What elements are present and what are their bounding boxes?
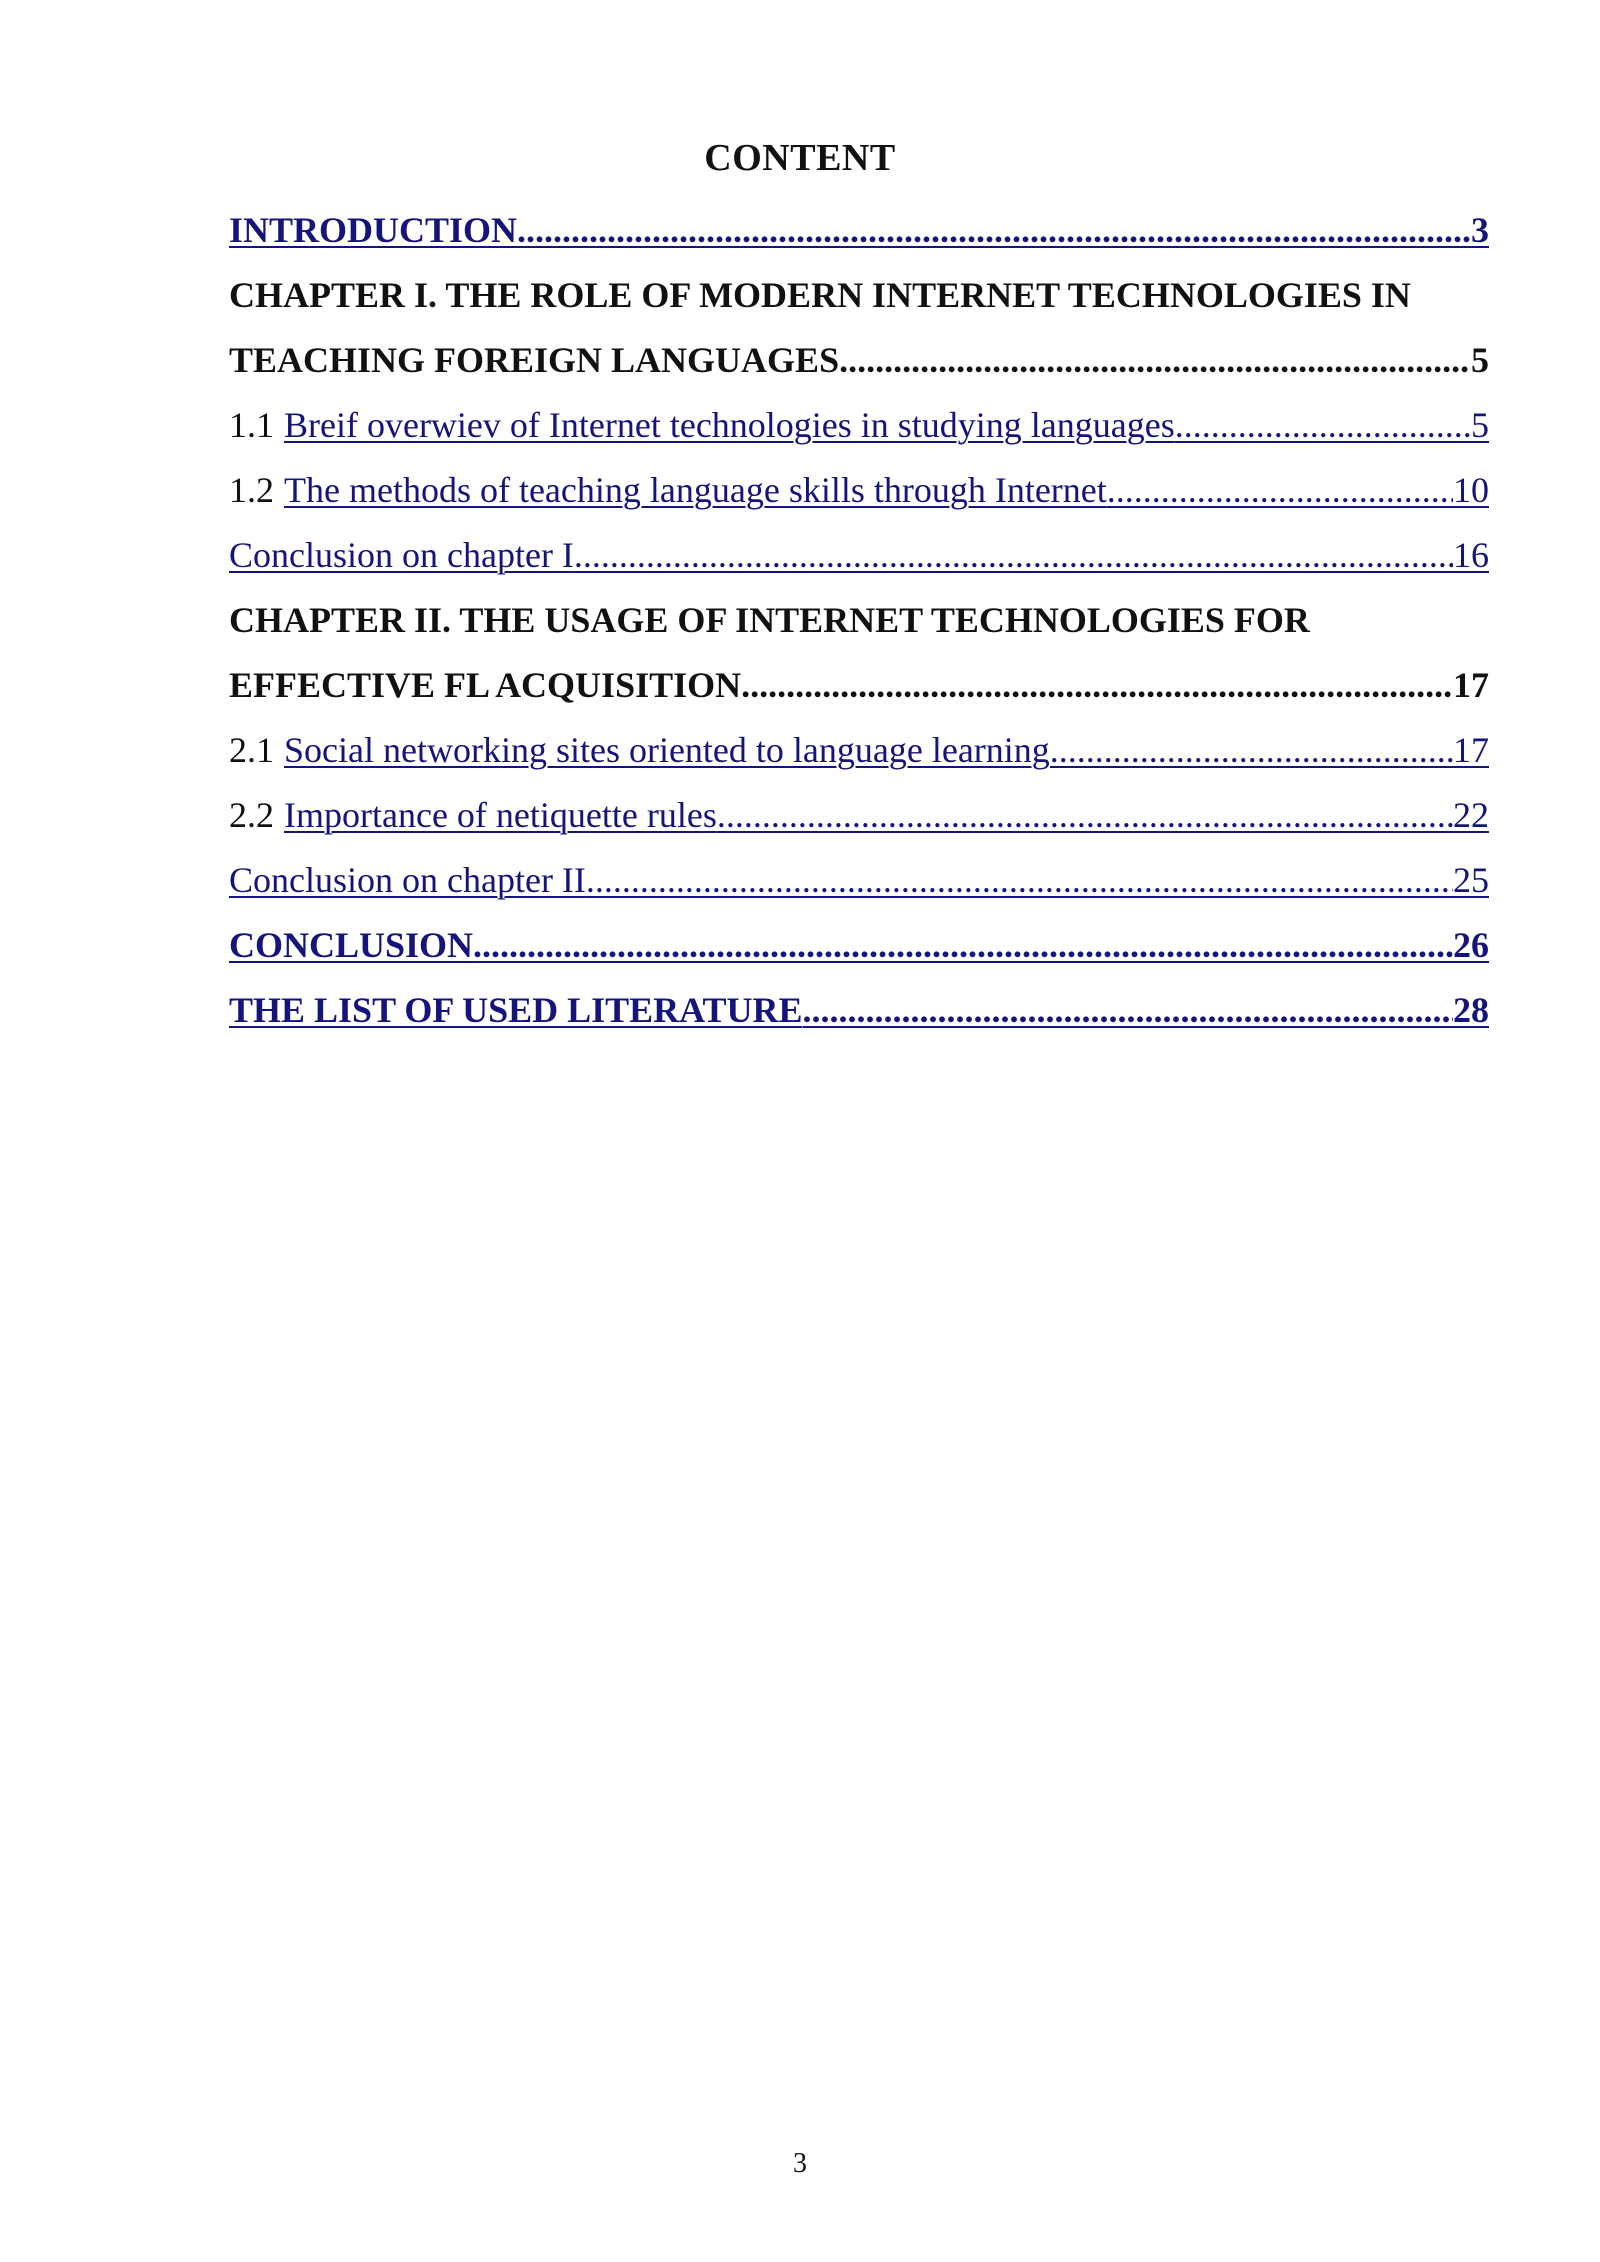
dot-leader [1175, 393, 1471, 458]
toc-entry-text: Conclusion on chapter II [229, 860, 586, 900]
toc-link-conclusion-chapter-2[interactable] [229, 848, 1489, 913]
dot-leader [574, 523, 1453, 588]
toc-entry-chapter-2-heading [229, 588, 1489, 653]
dot-leader [517, 198, 1471, 263]
dot-leader [1107, 458, 1453, 523]
toc-page-number: 22 [1453, 795, 1489, 835]
toc-entry-literature [229, 978, 1489, 1043]
toc-entry-2-2 [229, 783, 1489, 848]
section-number: 2.1 [229, 730, 274, 770]
toc-link-2-2[interactable] [284, 783, 1489, 848]
toc-entry-text: Importance of netiquette rules [284, 795, 717, 835]
dot-leader [741, 653, 1453, 718]
toc-page-number: 5 [1471, 405, 1489, 445]
toc-page-number: 3 [1471, 210, 1489, 250]
toc-entry-chapter-2 [229, 653, 1489, 718]
toc-entry-text: Breif overwiev of Internet technologies in studying languages [284, 405, 1175, 445]
dot-leader [473, 913, 1453, 978]
toc-page-number: 26 [1453, 925, 1489, 965]
toc-entry-text: INTRODUCTION [229, 210, 518, 250]
toc-page-number: 16 [1453, 535, 1489, 575]
dot-leader [839, 328, 1471, 393]
toc-link-1-1[interactable] [284, 393, 1489, 458]
dot-leader [586, 848, 1453, 913]
section-number: 1.2 [229, 470, 274, 510]
page-title: CONTENT [704, 137, 896, 179]
toc-entry-text: EFFECTIVE FL ACQUISITION [229, 665, 742, 705]
toc-link-1-2[interactable] [284, 458, 1489, 523]
section-number: 1.1 [229, 405, 274, 445]
dot-leader [717, 783, 1453, 848]
toc-heading [229, 588, 1489, 653]
page-number: 3 [793, 2148, 807, 2179]
toc-entry-introduction [229, 198, 1489, 263]
toc-link-literature[interactable] [229, 978, 1489, 1043]
toc-entry-2-1 [229, 718, 1489, 783]
dot-leader [803, 978, 1453, 1043]
toc-entry-text: Social networking sites oriented to language learning [284, 730, 1050, 770]
toc-page-number: 25 [1453, 860, 1489, 900]
toc-entry-1-1 [229, 393, 1489, 458]
toc-heading [229, 653, 1489, 718]
table-of-contents [229, 198, 1489, 1043]
toc-heading [229, 263, 1489, 328]
toc-link-2-1[interactable] [284, 718, 1489, 783]
toc-entry-chapter-1-heading [229, 263, 1489, 328]
toc-entry-text: The methods of teaching language skills through Internet [284, 470, 1107, 510]
toc-entry-text: Conclusion on chapter I [229, 535, 574, 575]
toc-entry-text: CHAPTER II. THE USAGE OF INTERNET TECHNOLOGIES FOR [229, 600, 1310, 640]
toc-link-conclusion[interactable] [229, 913, 1489, 978]
toc-entry-text: CHAPTER I. THE ROLE OF MODERN INTERNET TECHNOLOGIES IN [229, 275, 1411, 315]
dot-leader [1050, 718, 1453, 783]
toc-page-number: 28 [1453, 990, 1489, 1030]
toc-entry-text: TEACHING FOREIGN LANGUAGES [229, 340, 840, 380]
toc-page-number: 5 [1471, 340, 1489, 380]
toc-page-number: 17 [1453, 665, 1489, 705]
toc-entry-conclusion [229, 913, 1489, 978]
toc-link-conclusion-chapter-1[interactable] [229, 523, 1489, 588]
toc-entry-text: THE LIST OF USED LITERATURE [229, 990, 803, 1030]
toc-entry-text: CONCLUSION [229, 925, 474, 965]
toc-entry-1-2 [229, 458, 1489, 523]
toc-entry-conclusion-chapter-2 [229, 848, 1489, 913]
toc-entry-conclusion-chapter-1 [229, 523, 1489, 588]
toc-heading [229, 328, 1489, 393]
section-number: 2.2 [229, 795, 274, 835]
toc-page-number: 10 [1453, 470, 1489, 510]
toc-entry-chapter-1 [229, 328, 1489, 393]
toc-page-number: 17 [1453, 730, 1489, 770]
toc-link-introduction[interactable] [229, 198, 1489, 263]
